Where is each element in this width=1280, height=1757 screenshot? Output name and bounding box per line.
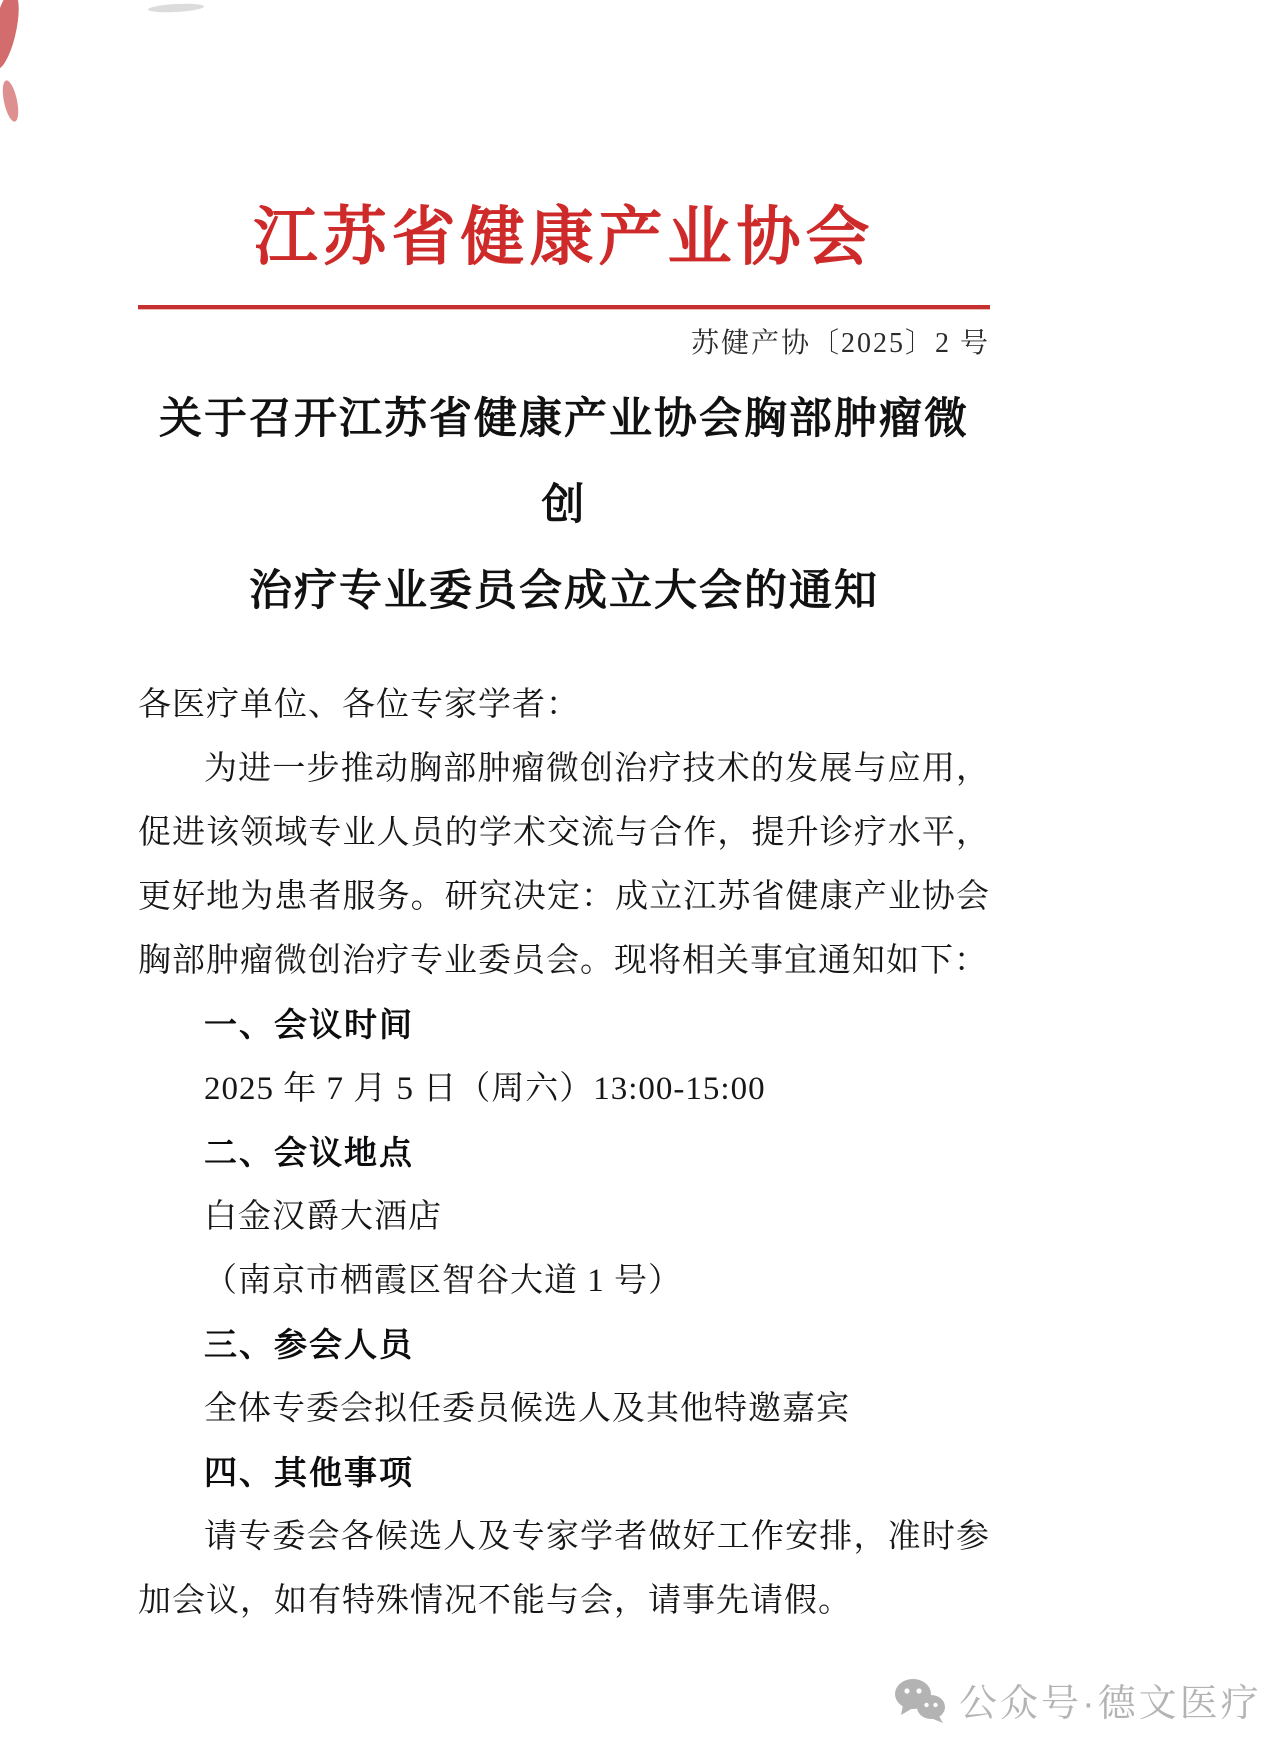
other-matters-paragraph: 请专委会各候选人及专家学者做好工作安排，准时参加会议，如有特殊情况不能与会，请事先请假。 — [138, 1519, 990, 1620]
document-content — [138, 0, 990, 1633]
meeting-time-value: 2025 年 7 月 5 日（周六）13:00-15:00 — [204, 1071, 766, 1108]
section-heading-participants: 三、参会人员 — [204, 1326, 414, 1364]
notice-title-line1: 关于召开江苏省健康产业协会胸部肿瘤微创 — [159, 396, 969, 530]
salutation: 各医疗单位、各位专家学者： — [138, 687, 580, 724]
section-heading-meeting-time: 一、会议时间 — [204, 1006, 414, 1044]
watermark-footer — [893, 1672, 1262, 1727]
watermark-text: 公众号·德文医疗 — [959, 1683, 1262, 1725]
intro-paragraph: 为进一步推动胸部肿瘤微创治疗技术的发展与应用，促进该领域专业人员的学术交流与合作，提升诊疗水平，更好地为患者服务。研究决定：成立江苏省健康产业协会胸部肿瘤微创治疗专业委员会。现将相关事宜通知如下： — [138, 751, 990, 980]
participants-value: 全体专委会拟任委员候选人及其他特邀嘉宾 — [204, 1391, 850, 1428]
section-heading-other-matters: 四、其他事项 — [204, 1454, 414, 1492]
letterhead-divider-rule — [138, 305, 990, 309]
notice-title-line2: 治疗专业委员会成立大会的通知 — [249, 568, 879, 616]
wechat-icon — [893, 1677, 947, 1723]
notice-title — [138, 377, 990, 635]
section-heading-meeting-place: 二、会议地点 — [204, 1134, 414, 1172]
org-letterhead-title: 江苏省健康产业协会 — [253, 202, 875, 273]
document-number: 苏健产协〔2025〕2 号 — [690, 328, 990, 360]
notice-body — [138, 673, 990, 1633]
scan-artifact-red — [0, 79, 21, 123]
meeting-place-name: 白金汉爵大酒店 — [204, 1199, 442, 1236]
meeting-place-address: （南京市栖霞区智谷大道 1 号） — [204, 1263, 682, 1300]
scan-artifact-red — [0, 0, 25, 72]
